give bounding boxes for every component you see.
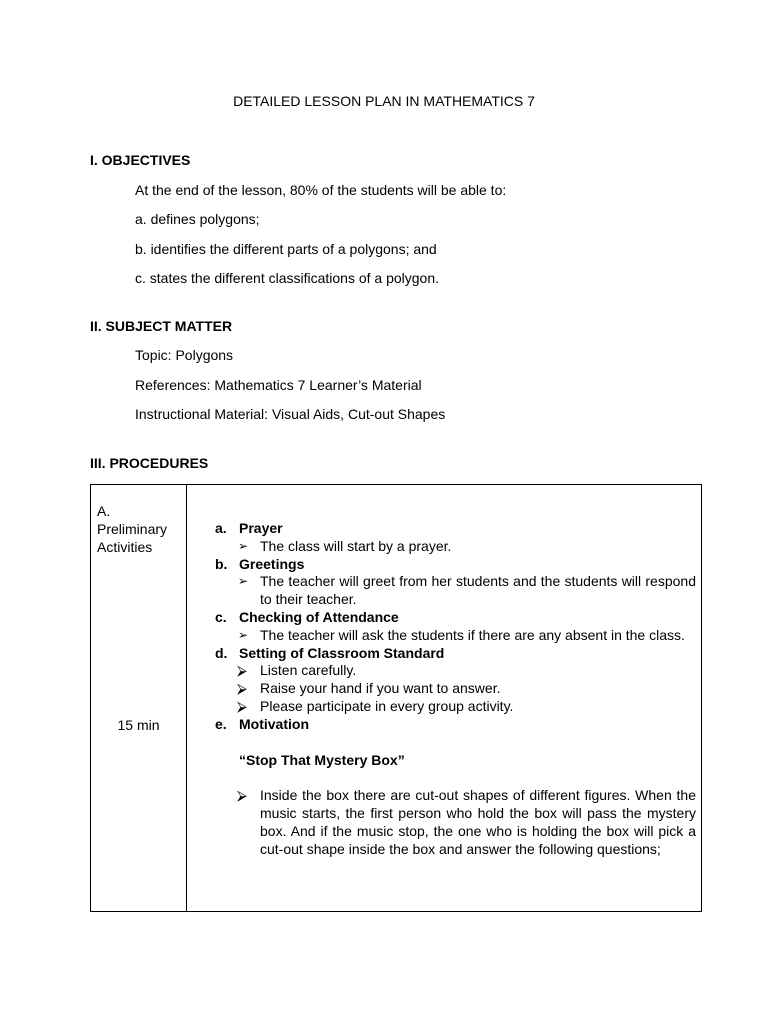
bullet-item: [215, 787, 696, 858]
activity-title: Motivation: [239, 715, 309, 732]
arrow-bullet-icon: ⮚: [237, 787, 247, 804]
activity-letter: a.: [215, 520, 227, 536]
objectives-intro: At the end of the lesson, 80% of the students will be able to:: [135, 182, 507, 198]
game-title: “Stop That Mystery Box”: [239, 751, 405, 768]
activity-letter: e.: [215, 715, 227, 732]
bullet-item: [215, 573, 696, 609]
bullet-text: Inside the box there are cut-out shapes of different figures. When the music starts, the first person who hold the box will pass the mystery box. And if the music stop, the one who is holding the box will pick a cut-out shape inside the box and answer the following questions;: [260, 787, 696, 857]
subject-matter-heading: II. SUBJECT MATTER: [90, 318, 233, 334]
bullet-text: Please participate in every group activity.: [260, 697, 514, 714]
duration-label: 15 min: [117, 717, 160, 733]
activity-title: Setting of Classroom Standard: [239, 644, 445, 661]
arrow-bullet-icon: ⮚: [237, 697, 247, 714]
arrow-bullet-icon: ⮚: [237, 662, 247, 679]
objective-item: a. defines polygons;: [135, 211, 260, 227]
activity-title: Prayer: [239, 520, 283, 536]
activity-title: Checking of Attendance: [239, 608, 399, 625]
arrow-bullet-icon: ➢: [238, 627, 249, 642]
activity-heading-motivation: [215, 716, 696, 734]
arrow-bullet-icon: ➢: [238, 538, 249, 553]
activity-letter: b.: [215, 555, 228, 572]
bullet-text: The class will start by a prayer.: [260, 537, 452, 554]
activity-letter: d.: [215, 644, 228, 661]
references-line: References: Mathematics 7 Learner’s Material: [135, 377, 422, 393]
activity-letter: c.: [215, 608, 227, 625]
bullet-text: The teacher will ask the students if there are any absent in the class.: [260, 626, 685, 643]
bullet-text: Raise your hand if you want to answer.: [260, 680, 501, 697]
document-title: DETAILED LESSON PLAN IN MATHEMATICS 7: [233, 93, 535, 109]
materials-line: Instructional Material: Visual Aids, Cut-out Shapes: [135, 406, 446, 422]
phase-label: [97, 502, 185, 556]
bullet-item: [215, 680, 696, 698]
activity-heading-greetings: [215, 556, 696, 574]
phase-label-line: A.: [97, 503, 111, 519]
arrow-bullet-icon: ⮚: [237, 680, 247, 697]
column-divider: [186, 485, 187, 911]
activity-heading-standard: [215, 645, 696, 663]
bullet-item: [215, 662, 696, 680]
bullet-text: The teacher will greet from her students and the students will respond to their teacher.: [260, 573, 696, 608]
procedures-table: [90, 484, 702, 912]
activity-heading-attendance: [215, 609, 696, 627]
bullet-text: Listen carefully.: [260, 662, 357, 679]
activity-heading-prayer: [215, 520, 696, 538]
phase-label-line: Activities: [97, 539, 153, 555]
objective-item: b. identifies the different parts of a polygons; and: [135, 241, 437, 257]
objectives-heading: I. OBJECTIVES: [90, 152, 191, 168]
phase-label-line: Preliminary: [97, 521, 168, 537]
procedures-content: [215, 520, 696, 859]
topic-line: Topic: Polygons: [135, 347, 234, 363]
arrow-bullet-icon: ➢: [238, 574, 249, 589]
bullet-item: [215, 627, 696, 645]
procedures-heading: III. PROCEDURES: [90, 455, 209, 471]
objective-item: c. states the different classifications of a polygon.: [135, 270, 440, 286]
bullet-item: [215, 698, 696, 716]
bullet-item: [215, 538, 696, 556]
activity-title: Greetings: [239, 555, 305, 572]
